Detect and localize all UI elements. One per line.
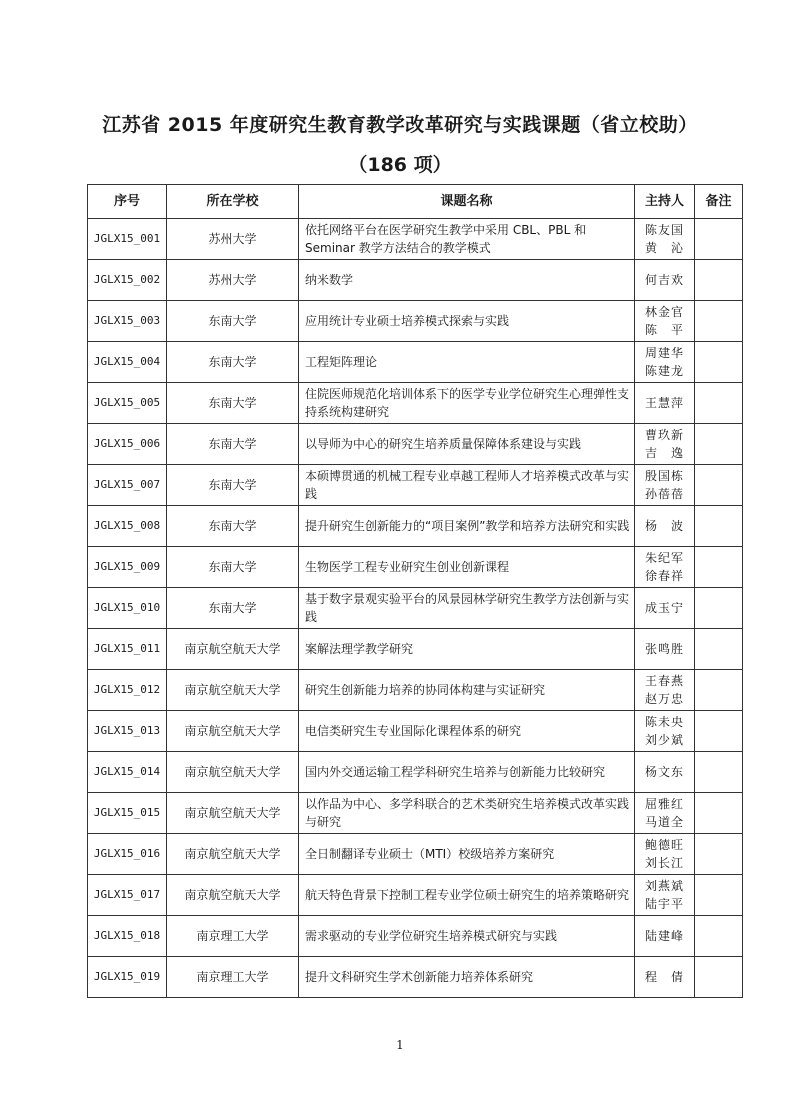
cell-note (695, 670, 743, 711)
cell-note (695, 752, 743, 793)
cell-id: JGLX15_002 (88, 260, 167, 301)
cell-id: JGLX15_017 (88, 875, 167, 916)
cell-topic: 工程矩阵理论 (299, 342, 635, 383)
cell-host: 陆建峰 (635, 916, 695, 957)
cell-host: 鲍德旺 刘长江 (635, 834, 695, 875)
cell-host: 成玉宁 (635, 588, 695, 629)
cell-school: 苏州大学 (167, 219, 299, 260)
cell-note (695, 834, 743, 875)
document-subtitle: （186 项） (348, 154, 452, 176)
cell-school: 东南大学 (167, 383, 299, 424)
page-number: 1 (396, 1038, 404, 1052)
cell-id: JGLX15_005 (88, 383, 167, 424)
cell-note (695, 301, 743, 342)
cell-school: 南京航空航天大学 (167, 670, 299, 711)
cell-host: 林金官 陈 平 (635, 301, 695, 342)
cell-topic: 需求驱动的专业学位研究生培养模式研究与实践 (299, 916, 635, 957)
table-row (88, 547, 743, 588)
table-row (88, 916, 743, 957)
table-row (88, 383, 743, 424)
header-school: 所在学校 (167, 185, 299, 219)
cell-host: 王慧萍 (635, 383, 695, 424)
cell-topic: 全日制翻译专业硕士（MTI）校级培养方案研究 (299, 834, 635, 875)
cell-host: 陈友国 黄 沁 (635, 219, 695, 260)
cell-school: 南京航空航天大学 (167, 629, 299, 670)
table-header-row (88, 185, 743, 219)
cell-note (695, 547, 743, 588)
header-host: 主持人 (635, 185, 695, 219)
cell-topic: 案解法理学教学研究 (299, 629, 635, 670)
table-row (88, 629, 743, 670)
cell-note (695, 342, 743, 383)
cell-topic: 航天特色背景下控制工程专业学位硕士研究生的培养策略研究 (299, 875, 635, 916)
table-row (88, 834, 743, 875)
cell-id: JGLX15_007 (88, 465, 167, 506)
cell-id: JGLX15_010 (88, 588, 167, 629)
cell-id: JGLX15_019 (88, 957, 167, 998)
cell-topic: 电信类研究生专业国际化课程体系的研究 (299, 711, 635, 752)
cell-topic: 纳米数学 (299, 260, 635, 301)
cell-host: 曹玖新 吉 逸 (635, 424, 695, 465)
cell-host: 王春燕 赵万忠 (635, 670, 695, 711)
cell-id: JGLX15_006 (88, 424, 167, 465)
cell-note (695, 793, 743, 834)
table-row (88, 588, 743, 629)
table-row (88, 219, 743, 260)
cell-school: 南京理工大学 (167, 916, 299, 957)
cell-note (695, 711, 743, 752)
cell-host: 屈雅红 马道全 (635, 793, 695, 834)
table-row (88, 957, 743, 998)
cell-school: 东南大学 (167, 424, 299, 465)
cell-host: 程 倩 (635, 957, 695, 998)
cell-topic: 依托网络平台在医学研究生教学中采用 CBL、PBL 和 Seminar 教学方法结合的教学模式 (299, 219, 635, 260)
cell-note (695, 875, 743, 916)
cell-note (695, 629, 743, 670)
cell-id: JGLX15_014 (88, 752, 167, 793)
table-row (88, 793, 743, 834)
cell-id: JGLX15_018 (88, 916, 167, 957)
document-title: 江苏省 2015 年度研究生教育教学改革研究与实践课题（省立校助） (102, 114, 698, 136)
header-note: 备注 (695, 185, 743, 219)
cell-id: JGLX15_009 (88, 547, 167, 588)
cell-note (695, 588, 743, 629)
table-row (88, 506, 743, 547)
cell-note (695, 260, 743, 301)
cell-note (695, 465, 743, 506)
header-topic: 课题名称 (299, 185, 635, 219)
cell-school: 东南大学 (167, 506, 299, 547)
table-row (88, 424, 743, 465)
cell-school: 东南大学 (167, 342, 299, 383)
cell-topic: 国内外交通运输工程学科研究生培养与创新能力比较研究 (299, 752, 635, 793)
cell-id: JGLX15_001 (88, 219, 167, 260)
cell-note (695, 424, 743, 465)
cell-id: JGLX15_011 (88, 629, 167, 670)
cell-topic: 本硕博贯通的机械工程专业卓越工程师人才培养模式改革与实践 (299, 465, 635, 506)
cell-topic: 提升研究生创新能力的“项目案例”教学和培养方法研究和实践 (299, 506, 635, 547)
cell-host: 杨文东 (635, 752, 695, 793)
cell-note (695, 957, 743, 998)
cell-topic: 基于数字景观实验平台的风景园林学研究生教学方法创新与实践 (299, 588, 635, 629)
cell-id: JGLX15_003 (88, 301, 167, 342)
table-row (88, 875, 743, 916)
cell-id: JGLX15_012 (88, 670, 167, 711)
cell-topic: 应用统计专业硕士培养模式探索与实践 (299, 301, 635, 342)
cell-note (695, 916, 743, 957)
cell-host: 杨 波 (635, 506, 695, 547)
cell-note (695, 219, 743, 260)
cell-school: 南京航空航天大学 (167, 752, 299, 793)
cell-school: 南京航空航天大学 (167, 834, 299, 875)
table-row (88, 670, 743, 711)
cell-id: JGLX15_016 (88, 834, 167, 875)
cell-id: JGLX15_008 (88, 506, 167, 547)
table-row (88, 465, 743, 506)
cell-host: 刘燕斌 陆宇平 (635, 875, 695, 916)
cell-note (695, 506, 743, 547)
cell-topic: 生物医学工程专业研究生创业创新课程 (299, 547, 635, 588)
cell-school: 东南大学 (167, 301, 299, 342)
cell-topic: 住院医师规范化培训体系下的医学专业学位研究生心理弹性支持系统构建研究 (299, 383, 635, 424)
cell-school: 苏州大学 (167, 260, 299, 301)
cell-topic: 以导师为中心的研究生培养质量保障体系建设与实践 (299, 424, 635, 465)
cell-school: 南京理工大学 (167, 957, 299, 998)
cell-id: JGLX15_013 (88, 711, 167, 752)
cell-host: 朱纪军 徐春祥 (635, 547, 695, 588)
table-row (88, 711, 743, 752)
cell-host: 何吉欢 (635, 260, 695, 301)
cell-host: 陈未央 刘少斌 (635, 711, 695, 752)
cell-host: 张鸣胜 (635, 629, 695, 670)
header-id: 序号 (88, 185, 167, 219)
table-row (88, 752, 743, 793)
cell-topic: 提升文科研究生学术创新能力培养体系研究 (299, 957, 635, 998)
projects-table (87, 184, 743, 998)
cell-id: JGLX15_015 (88, 793, 167, 834)
table-row (88, 260, 743, 301)
table-row (88, 342, 743, 383)
cell-id: JGLX15_004 (88, 342, 167, 383)
cell-note (695, 383, 743, 424)
cell-school: 南京航空航天大学 (167, 875, 299, 916)
cell-school: 东南大学 (167, 547, 299, 588)
cell-school: 南京航空航天大学 (167, 793, 299, 834)
table-row (88, 301, 743, 342)
cell-host: 周建华 陈建龙 (635, 342, 695, 383)
cell-school: 南京航空航天大学 (167, 711, 299, 752)
cell-school: 东南大学 (167, 465, 299, 506)
cell-topic: 以作品为中心、多学科联合的艺术类研究生培养模式改革实践与研究 (299, 793, 635, 834)
cell-host: 殷国栋 孙蓓蓓 (635, 465, 695, 506)
cell-school: 东南大学 (167, 588, 299, 629)
cell-topic: 研究生创新能力培养的协同体构建与实证研究 (299, 670, 635, 711)
